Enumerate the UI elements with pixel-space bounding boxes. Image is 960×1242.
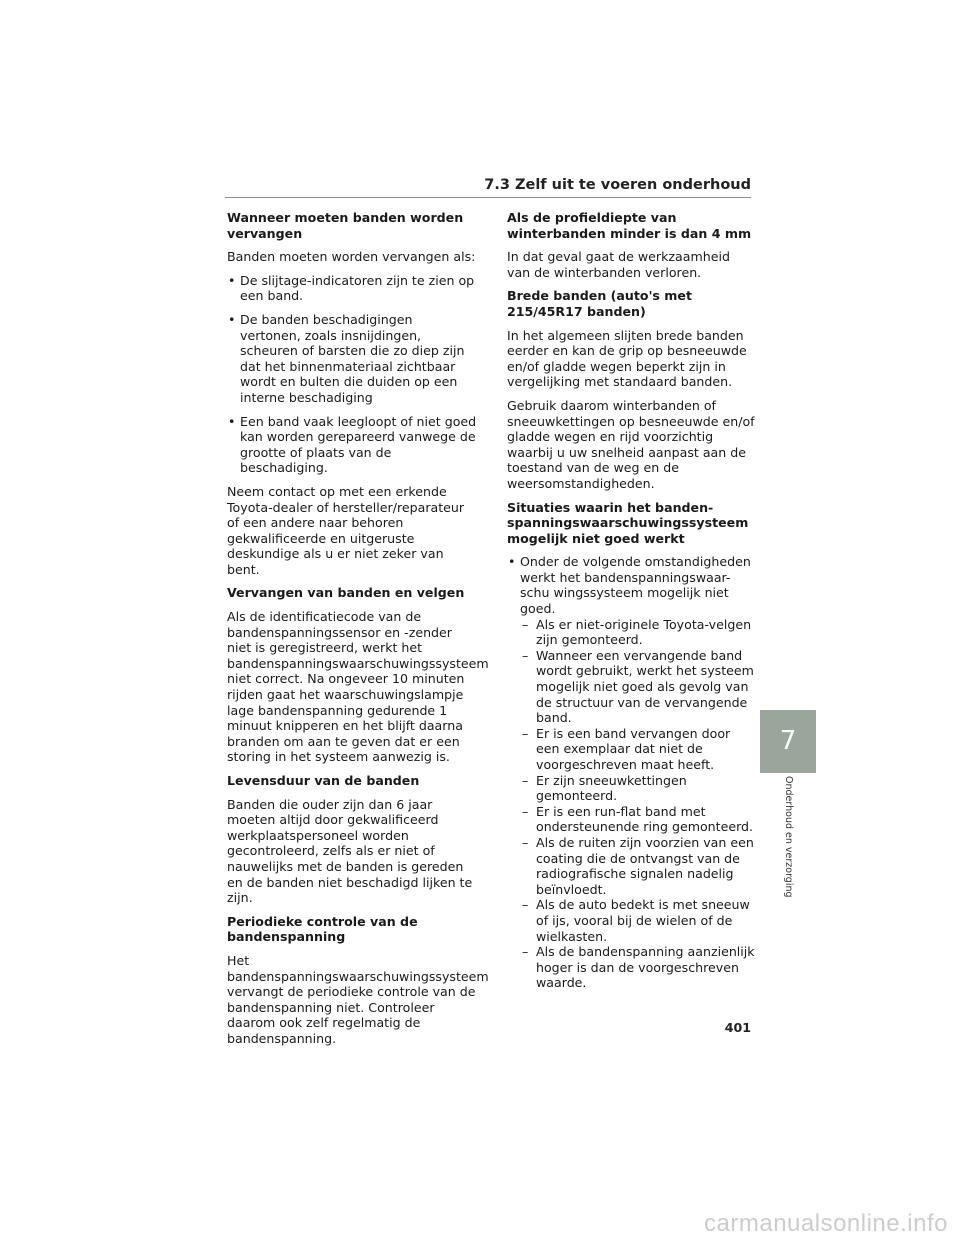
bullet-list — [227, 273, 477, 476]
page-number: 401 — [724, 1020, 751, 1035]
list-item: • De slijtage-indicatoren zijn te zien op een band. — [227, 273, 477, 304]
heading-periodic-check: Periodieke controle van de bandenspanning — [227, 913, 418, 945]
chapter-tab: 7 — [760, 710, 816, 773]
list-item: • De banden beschadigingen vertonen, zoals insnijdingen, scheuren of barsten die zo diep zijn dat het binnenmateriaal zichtbaar wordt en bulten die duiden op een interne beschadiging — [227, 312, 477, 406]
list-item — [507, 554, 757, 991]
bullet-list — [507, 554, 757, 991]
watermark: carmanualsonline.info — [704, 1210, 948, 1238]
dash-item: – Als de auto bedekt is met sneeuw of ijs, vooral bij de wielen of de wielkasten. — [522, 897, 757, 944]
heading-winter-tread: Als de profieldiepte van winterbanden minder is dan 4 mm — [507, 210, 752, 241]
dash-item: – Er zijn sneeuwkettingen gemonteerd. — [522, 773, 757, 804]
heading-replace-wheels: Vervangen van banden en velgen — [227, 585, 465, 601]
heading-tpws-situations: Situaties waarin het banden-spanningswaarschuwingssysteem mogelijk niet goed werkt — [507, 499, 749, 546]
dash-item: – Als er niet-originele Toyota-velgen zijn gemonteerd. — [522, 617, 757, 648]
dash-item: – Als de ruiten zijn voorzien van een coating die de ontvangst van de radiografische signalen nadelig beïnvloedt. — [522, 835, 757, 897]
dash-list — [522, 617, 757, 991]
paragraph: Banden moeten worden vervangen als: — [227, 249, 476, 265]
paragraph: Banden die ouder zijn dan 6 jaar moeten altijd door gekwalificeerd werkplaatspersoneel worden gecontroleerd, zelfs als er niet of nauwelijks met de banden is gereden en de banden niet beschadigd lijken te zijn. — [227, 796, 473, 906]
paragraph: In dat geval gaat de werkzaamheid van de winterbanden verloren. — [507, 249, 730, 280]
dash-item: – Er is een run-flat band met ondersteunende ring gemonteerd. — [522, 804, 757, 835]
dash-item: – Wanneer een vervangende band wordt gebruikt, werkt het systeem mogelijk niet goed als gevolg van de structuur van de vervangende band. — [522, 648, 757, 726]
right-column — [507, 210, 757, 999]
heading-wide-tires: Brede banden (auto's met 215/45R17 banden) — [507, 288, 692, 319]
paragraph: Als de identificatiecode van de bandenspanningssensor en -zender niet is geregistreerd, werkt het bandenspanningswaarschuwingssysteem niet correct. Na ongeveer 10 minuten rijden gaat het waarschuwingslampje lage bandenspanning gedurende 1 minuut knipperen en het blijft daarna branden om aan te geven dat er een storing in het systeem aanwezig is. — [227, 609, 489, 765]
dash-item: – Er is een band vervangen door een exemplaar dat niet de voorgeschreven maat heeft. — [522, 726, 757, 773]
section-header: 7.3 Zelf uit te voeren onderhoud — [225, 176, 751, 198]
paragraph: In het algemeen slijten brede banden eerder en kan de grip op besneeuwde en/of gladde wegen beperkt zijn in vergelijking met standaard banden. — [507, 327, 747, 390]
heading-tire-lifespan: Levensduur van de banden — [227, 773, 420, 788]
list-item: • Een band vaak leegloopt of niet goed kan worden gerepareerd vanwege de grootte of plaats van de beschadiging. — [227, 414, 477, 476]
paragraph: Gebruik daarom winterbanden of sneeuwkettingen op besneeuwde en/of gladde wegen en rijd voorzichtig waarbij u uw snelheid aanpast aan de toestand van de weg en de weersomstandigheden. — [507, 397, 755, 491]
chapter-tab-label: Onderhoud en verzorging — [783, 776, 794, 898]
dash-item: – Als de bandenspanning aanzienlijk hoger is dan de voorgeschreven waarde. — [522, 944, 757, 991]
left-column — [227, 210, 489, 1055]
list-item-text: Onder de volgende omstandigheden werkt het bandenspanningswaar-schu wingssysteem mogelijk niet goed. — [520, 554, 751, 617]
heading-replace-tires: Wanneer moeten banden worden vervangen — [227, 210, 464, 241]
paragraph: Het bandenspanningswaarschuwingssysteem vervangt de periodieke controle van de bandenspanning niet. Controleer daarom ook zelf regelmatig de bandenspanning. — [227, 952, 489, 1046]
paragraph: Neem contact op met een erkende Toyota-dealer of hersteller/reparateur of een andere naar behoren gekwalificeerde en uitgeruste deskundige als u er niet zeker van bent. — [227, 483, 465, 577]
